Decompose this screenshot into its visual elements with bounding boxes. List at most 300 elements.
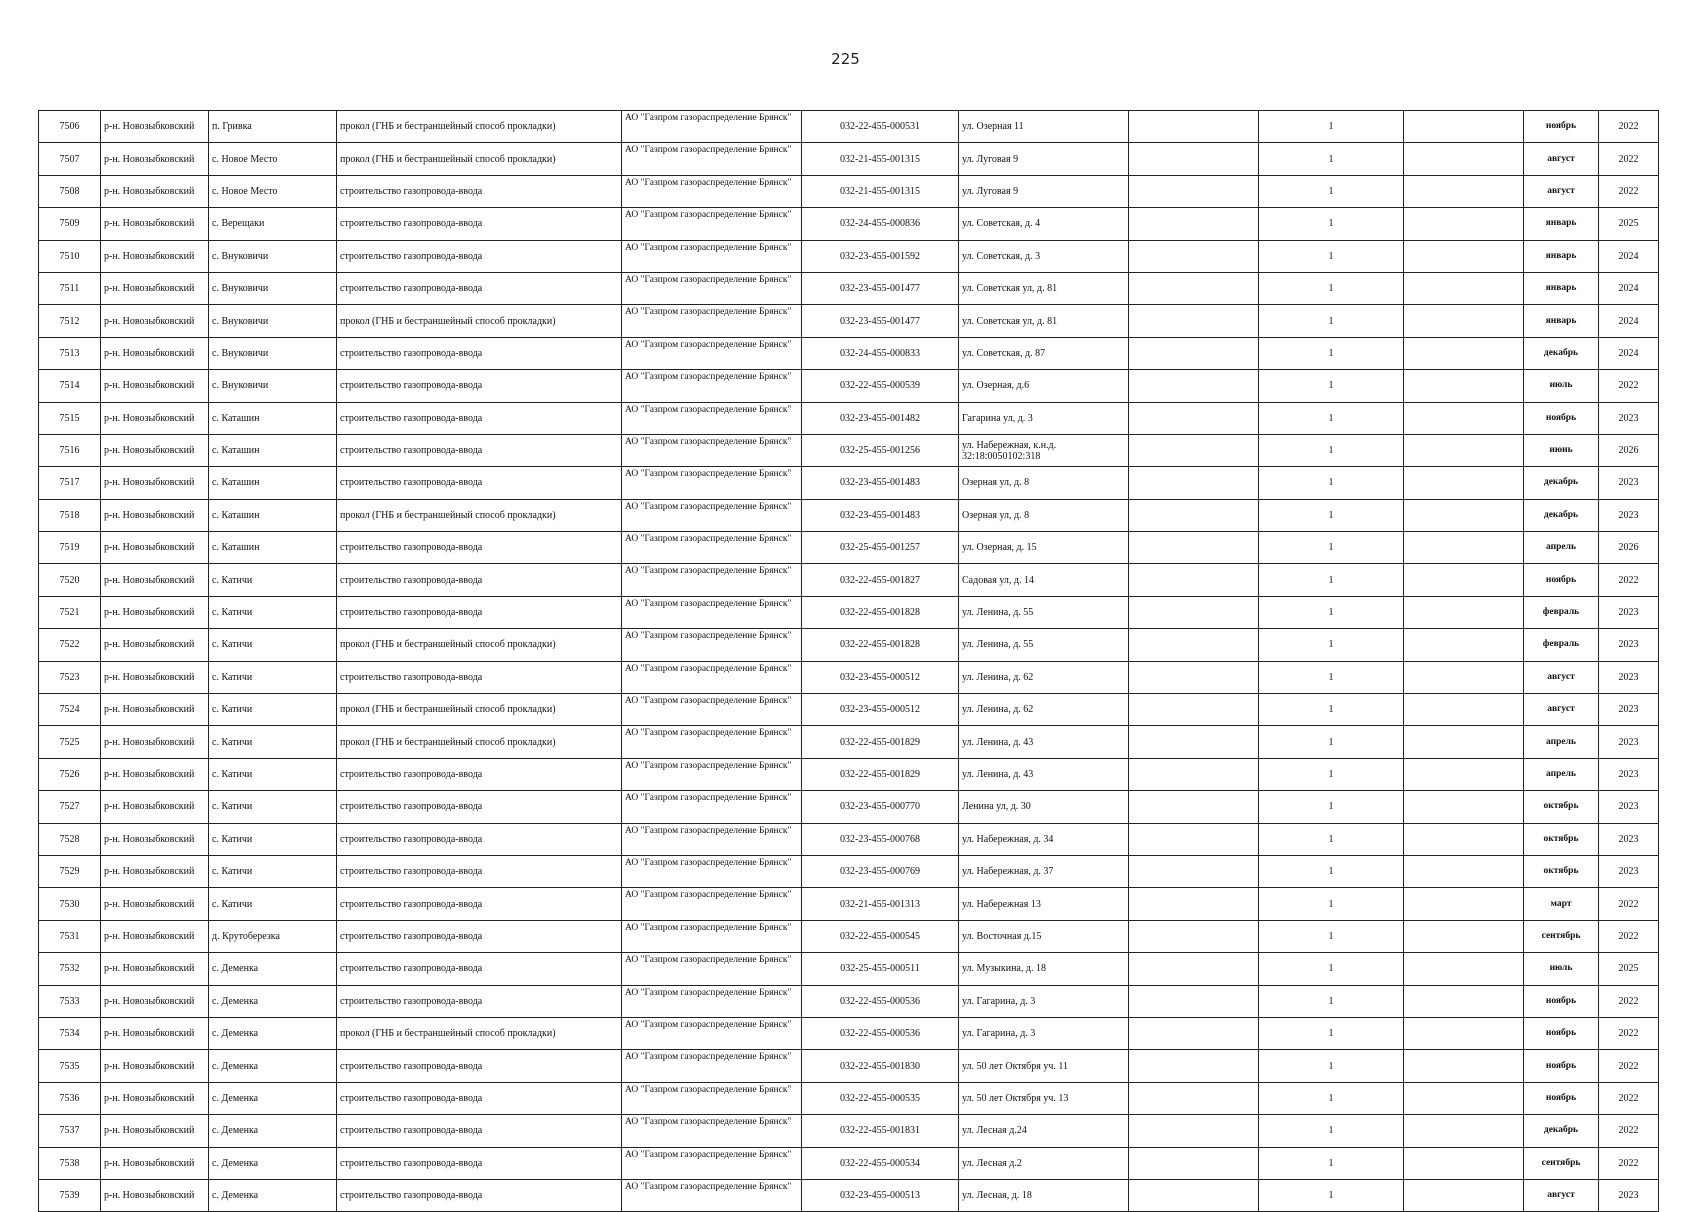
- empty-cell: [1404, 758, 1524, 790]
- organization-cell: АО "Газпром газораспределение Брянск": [622, 337, 802, 369]
- row-number: 7509: [39, 208, 101, 240]
- table-row: [39, 888, 1659, 920]
- empty-cell: [1129, 208, 1259, 240]
- quantity-cell: 1: [1259, 208, 1404, 240]
- settlement-cell: с. Внуковичи: [209, 272, 337, 304]
- table-row: [39, 726, 1659, 758]
- year-cell: 2022: [1599, 564, 1659, 596]
- table-row: [39, 240, 1659, 272]
- quantity-cell: 1: [1259, 272, 1404, 304]
- empty-cell: [1129, 985, 1259, 1017]
- organization-cell: АО "Газпром газораспределение Брянск": [622, 532, 802, 564]
- empty-cell: [1404, 434, 1524, 466]
- empty-cell: [1404, 661, 1524, 693]
- month-cell: декабрь: [1524, 467, 1599, 499]
- row-number: 7539: [39, 1179, 101, 1211]
- empty-cell: [1404, 499, 1524, 531]
- quantity-cell: 1: [1259, 726, 1404, 758]
- row-number: 7511: [39, 272, 101, 304]
- empty-cell: [1404, 888, 1524, 920]
- year-cell: 2022: [1599, 370, 1659, 402]
- work-type-cell: строительство газопровода-ввода: [337, 758, 622, 790]
- empty-cell: [1129, 1082, 1259, 1114]
- table-row: [39, 1082, 1659, 1114]
- empty-cell: [1404, 694, 1524, 726]
- year-cell: 2023: [1599, 661, 1659, 693]
- settlement-cell: с. Каташин: [209, 532, 337, 564]
- organization-cell: АО "Газпром газораспределение Брянск": [622, 985, 802, 1017]
- quantity-cell: 1: [1259, 596, 1404, 628]
- organization-cell: АО "Газпром газораспределение Брянск": [622, 305, 802, 337]
- empty-cell: [1404, 143, 1524, 175]
- empty-cell: [1129, 1147, 1259, 1179]
- address-cell: ул. 50 лет Октября уч. 11: [959, 1050, 1129, 1082]
- quantity-cell: 1: [1259, 791, 1404, 823]
- district-cell: р-н. Новозыбковский: [101, 1179, 209, 1211]
- address-cell: ул. Озерная, д.6: [959, 370, 1129, 402]
- empty-cell: [1129, 823, 1259, 855]
- quantity-cell: 1: [1259, 434, 1404, 466]
- application-code-cell: 032-21-455-001313: [802, 888, 959, 920]
- application-code-cell: 032-23-455-000513: [802, 1179, 959, 1211]
- table-row: [39, 953, 1659, 985]
- work-type-cell: строительство газопровода-ввода: [337, 370, 622, 402]
- application-code-cell: 032-23-455-000768: [802, 823, 959, 855]
- quantity-cell: 1: [1259, 1147, 1404, 1179]
- empty-cell: [1129, 175, 1259, 207]
- quantity-cell: 1: [1259, 499, 1404, 531]
- year-cell: 2022: [1599, 888, 1659, 920]
- row-number: 7513: [39, 337, 101, 369]
- empty-cell: [1404, 402, 1524, 434]
- month-cell: октябрь: [1524, 823, 1599, 855]
- row-number: 7512: [39, 305, 101, 337]
- year-cell: 2026: [1599, 532, 1659, 564]
- organization-cell: АО "Газпром газораспределение Брянск": [622, 240, 802, 272]
- application-code-cell: 032-23-455-001483: [802, 467, 959, 499]
- empty-cell: [1404, 1179, 1524, 1211]
- work-type-cell: строительство газопровода-ввода: [337, 791, 622, 823]
- application-code-cell: 032-23-455-001477: [802, 305, 959, 337]
- month-cell: октябрь: [1524, 855, 1599, 887]
- application-code-cell: 032-22-455-001831: [802, 1115, 959, 1147]
- table-row: [39, 564, 1659, 596]
- settlement-cell: п. Гривка: [209, 111, 337, 143]
- row-number: 7517: [39, 467, 101, 499]
- year-cell: 2023: [1599, 726, 1659, 758]
- table-row: [39, 823, 1659, 855]
- year-cell: 2022: [1599, 175, 1659, 207]
- work-type-cell: строительство газопровода-ввода: [337, 337, 622, 369]
- month-cell: сентябрь: [1524, 1147, 1599, 1179]
- application-code-cell: 032-23-455-000512: [802, 661, 959, 693]
- district-cell: р-н. Новозыбковский: [101, 111, 209, 143]
- district-cell: р-н. Новозыбковский: [101, 953, 209, 985]
- address-cell: ул. Лесная, д. 18: [959, 1179, 1129, 1211]
- settlement-cell: с. Деменка: [209, 1115, 337, 1147]
- year-cell: 2022: [1599, 111, 1659, 143]
- organization-cell: АО "Газпром газораспределение Брянск": [622, 272, 802, 304]
- district-cell: р-н. Новозыбковский: [101, 272, 209, 304]
- address-cell: Озерная ул, д. 8: [959, 467, 1129, 499]
- table-row: [39, 1147, 1659, 1179]
- row-number: 7530: [39, 888, 101, 920]
- work-type-cell: прокол (ГНБ и бестраншейный способ прокладки): [337, 305, 622, 337]
- application-code-cell: 032-25-455-001257: [802, 532, 959, 564]
- table-row: [39, 791, 1659, 823]
- empty-cell: [1129, 855, 1259, 887]
- empty-cell: [1129, 434, 1259, 466]
- year-cell: 2022: [1599, 143, 1659, 175]
- application-code-cell: 032-25-455-000511: [802, 953, 959, 985]
- empty-cell: [1404, 305, 1524, 337]
- work-type-cell: строительство газопровода-ввода: [337, 823, 622, 855]
- district-cell: р-н. Новозыбковский: [101, 337, 209, 369]
- district-cell: р-н. Новозыбковский: [101, 888, 209, 920]
- application-code-cell: 032-22-455-000535: [802, 1082, 959, 1114]
- organization-cell: АО "Газпром газораспределение Брянск": [622, 888, 802, 920]
- row-number: 7536: [39, 1082, 101, 1114]
- work-type-cell: строительство газопровода-ввода: [337, 272, 622, 304]
- quantity-cell: 1: [1259, 175, 1404, 207]
- empty-cell: [1404, 629, 1524, 661]
- quantity-cell: 1: [1259, 1082, 1404, 1114]
- organization-cell: АО "Газпром газораспределение Брянск": [622, 175, 802, 207]
- address-cell: Садовая ул, д. 14: [959, 564, 1129, 596]
- application-code-cell: 032-21-455-001315: [802, 175, 959, 207]
- empty-cell: [1404, 1050, 1524, 1082]
- settlement-cell: с. Катичи: [209, 791, 337, 823]
- empty-cell: [1129, 791, 1259, 823]
- empty-cell: [1129, 564, 1259, 596]
- organization-cell: АО "Газпром газораспределение Брянск": [622, 1115, 802, 1147]
- empty-cell: [1129, 305, 1259, 337]
- organization-cell: АО "Газпром газораспределение Брянск": [622, 1147, 802, 1179]
- year-cell: 2022: [1599, 1017, 1659, 1049]
- year-cell: 2024: [1599, 240, 1659, 272]
- empty-cell: [1129, 888, 1259, 920]
- year-cell: 2023: [1599, 758, 1659, 790]
- month-cell: август: [1524, 661, 1599, 693]
- district-cell: р-н. Новозыбковский: [101, 532, 209, 564]
- application-code-cell: 032-22-455-001830: [802, 1050, 959, 1082]
- month-cell: июль: [1524, 370, 1599, 402]
- work-type-cell: прокол (ГНБ и бестраншейный способ прокладки): [337, 694, 622, 726]
- row-number: 7537: [39, 1115, 101, 1147]
- settlement-cell: с. Новое Место: [209, 143, 337, 175]
- empty-cell: [1404, 1017, 1524, 1049]
- organization-cell: АО "Газпром газораспределение Брянск": [622, 564, 802, 596]
- empty-cell: [1129, 337, 1259, 369]
- organization-cell: АО "Газпром газораспределение Брянск": [622, 208, 802, 240]
- settlement-cell: с. Катичи: [209, 758, 337, 790]
- month-cell: август: [1524, 143, 1599, 175]
- empty-cell: [1129, 1050, 1259, 1082]
- organization-cell: АО "Газпром газораспределение Брянск": [622, 629, 802, 661]
- empty-cell: [1129, 402, 1259, 434]
- district-cell: р-н. Новозыбковский: [101, 305, 209, 337]
- settlement-cell: с. Верещаки: [209, 208, 337, 240]
- quantity-cell: 1: [1259, 855, 1404, 887]
- work-type-cell: прокол (ГНБ и бестраншейный способ прокладки): [337, 629, 622, 661]
- application-code-cell: 032-22-455-001827: [802, 564, 959, 596]
- settlement-cell: с. Катичи: [209, 564, 337, 596]
- row-number: 7514: [39, 370, 101, 402]
- address-cell: ул. Набережная, к.н.д. 32:18:0050102:318: [959, 434, 1129, 466]
- organization-cell: АО "Газпром газораспределение Брянск": [622, 920, 802, 952]
- month-cell: август: [1524, 694, 1599, 726]
- year-cell: 2022: [1599, 985, 1659, 1017]
- application-code-cell: 032-23-455-001592: [802, 240, 959, 272]
- district-cell: р-н. Новозыбковский: [101, 434, 209, 466]
- empty-cell: [1404, 985, 1524, 1017]
- quantity-cell: 1: [1259, 111, 1404, 143]
- row-number: 7507: [39, 143, 101, 175]
- year-cell: 2023: [1599, 823, 1659, 855]
- register-table: [38, 110, 1659, 1212]
- organization-cell: АО "Газпром газораспределение Брянск": [622, 661, 802, 693]
- row-number: 7525: [39, 726, 101, 758]
- month-cell: ноябрь: [1524, 402, 1599, 434]
- work-type-cell: строительство газопровода-ввода: [337, 596, 622, 628]
- work-type-cell: строительство газопровода-ввода: [337, 888, 622, 920]
- district-cell: р-н. Новозыбковский: [101, 694, 209, 726]
- application-code-cell: 032-22-455-000545: [802, 920, 959, 952]
- district-cell: р-н. Новозыбковский: [101, 629, 209, 661]
- organization-cell: АО "Газпром газораспределение Брянск": [622, 467, 802, 499]
- settlement-cell: с. Внуковичи: [209, 337, 337, 369]
- quantity-cell: 1: [1259, 564, 1404, 596]
- year-cell: 2022: [1599, 1050, 1659, 1082]
- work-type-cell: строительство газопровода-ввода: [337, 1115, 622, 1147]
- work-type-cell: прокол (ГНБ и бестраншейный способ прокладки): [337, 499, 622, 531]
- application-code-cell: 032-22-455-001828: [802, 629, 959, 661]
- month-cell: ноябрь: [1524, 111, 1599, 143]
- empty-cell: [1129, 532, 1259, 564]
- organization-cell: АО "Газпром газораспределение Брянск": [622, 758, 802, 790]
- year-cell: 2023: [1599, 629, 1659, 661]
- district-cell: р-н. Новозыбковский: [101, 985, 209, 1017]
- work-type-cell: прокол (ГНБ и бестраншейный способ прокладки): [337, 143, 622, 175]
- quantity-cell: 1: [1259, 337, 1404, 369]
- year-cell: 2024: [1599, 337, 1659, 369]
- quantity-cell: 1: [1259, 1017, 1404, 1049]
- row-number: 7518: [39, 499, 101, 531]
- table-row: [39, 694, 1659, 726]
- row-number: 7520: [39, 564, 101, 596]
- work-type-cell: прокол (ГНБ и бестраншейный способ прокладки): [337, 1017, 622, 1049]
- organization-cell: АО "Газпром газораспределение Брянск": [622, 1179, 802, 1211]
- empty-cell: [1404, 564, 1524, 596]
- empty-cell: [1404, 1082, 1524, 1114]
- settlement-cell: с. Катичи: [209, 888, 337, 920]
- row-number: 7527: [39, 791, 101, 823]
- empty-cell: [1129, 629, 1259, 661]
- quantity-cell: 1: [1259, 1179, 1404, 1211]
- empty-cell: [1129, 111, 1259, 143]
- quantity-cell: 1: [1259, 240, 1404, 272]
- empty-cell: [1129, 1017, 1259, 1049]
- quantity-cell: 1: [1259, 888, 1404, 920]
- settlement-cell: с. Деменка: [209, 1082, 337, 1114]
- empty-cell: [1129, 1179, 1259, 1211]
- work-type-cell: строительство газопровода-ввода: [337, 661, 622, 693]
- organization-cell: АО "Газпром газораспределение Брянск": [622, 143, 802, 175]
- work-type-cell: прокол (ГНБ и бестраншейный способ прокладки): [337, 111, 622, 143]
- address-cell: ул. Ленина, д. 62: [959, 661, 1129, 693]
- application-code-cell: 032-24-455-000836: [802, 208, 959, 240]
- settlement-cell: с. Каташин: [209, 434, 337, 466]
- settlement-cell: с. Деменка: [209, 1179, 337, 1211]
- settlement-cell: с. Катичи: [209, 596, 337, 628]
- application-code-cell: 032-23-455-001477: [802, 272, 959, 304]
- application-code-cell: 032-24-455-000833: [802, 337, 959, 369]
- district-cell: р-н. Новозыбковский: [101, 402, 209, 434]
- empty-cell: [1404, 1147, 1524, 1179]
- address-cell: ул. Ленина, д. 43: [959, 758, 1129, 790]
- district-cell: р-н. Новозыбковский: [101, 1050, 209, 1082]
- settlement-cell: д. Крутоберезка: [209, 920, 337, 952]
- table-row: [39, 596, 1659, 628]
- empty-cell: [1404, 726, 1524, 758]
- address-cell: ул. Восточная д.15: [959, 920, 1129, 952]
- application-code-cell: 032-25-455-001256: [802, 434, 959, 466]
- table-row: [39, 272, 1659, 304]
- year-cell: 2022: [1599, 1147, 1659, 1179]
- table-row: [39, 855, 1659, 887]
- empty-cell: [1404, 370, 1524, 402]
- month-cell: декабрь: [1524, 1115, 1599, 1147]
- work-type-cell: строительство газопровода-ввода: [337, 855, 622, 887]
- month-cell: апрель: [1524, 758, 1599, 790]
- settlement-cell: с. Катичи: [209, 855, 337, 887]
- work-type-cell: строительство газопровода-ввода: [337, 175, 622, 207]
- row-number: 7524: [39, 694, 101, 726]
- year-cell: 2023: [1599, 694, 1659, 726]
- organization-cell: АО "Газпром газораспределение Брянск": [622, 402, 802, 434]
- table-row: [39, 305, 1659, 337]
- address-cell: ул. Набережная 13: [959, 888, 1129, 920]
- district-cell: р-н. Новозыбковский: [101, 1115, 209, 1147]
- address-cell: ул. Советская ул, д. 81: [959, 305, 1129, 337]
- month-cell: август: [1524, 1179, 1599, 1211]
- quantity-cell: 1: [1259, 1115, 1404, 1147]
- address-cell: Озерная ул, д. 8: [959, 499, 1129, 531]
- application-code-cell: 032-21-455-001315: [802, 143, 959, 175]
- settlement-cell: с. Катичи: [209, 661, 337, 693]
- organization-cell: АО "Газпром газораспределение Брянск": [622, 855, 802, 887]
- application-code-cell: 032-23-455-000512: [802, 694, 959, 726]
- address-cell: ул. Озерная, д. 15: [959, 532, 1129, 564]
- work-type-cell: прокол (ГНБ и бестраншейный способ прокладки): [337, 726, 622, 758]
- row-number: 7534: [39, 1017, 101, 1049]
- empty-cell: [1404, 823, 1524, 855]
- work-type-cell: строительство газопровода-ввода: [337, 920, 622, 952]
- settlement-cell: с. Катичи: [209, 694, 337, 726]
- address-cell: ул. Советская ул, д. 81: [959, 272, 1129, 304]
- work-type-cell: строительство газопровода-ввода: [337, 985, 622, 1017]
- quantity-cell: 1: [1259, 467, 1404, 499]
- empty-cell: [1404, 791, 1524, 823]
- month-cell: январь: [1524, 240, 1599, 272]
- month-cell: март: [1524, 888, 1599, 920]
- year-cell: 2026: [1599, 434, 1659, 466]
- address-cell: ул. Советская, д. 87: [959, 337, 1129, 369]
- empty-cell: [1129, 758, 1259, 790]
- district-cell: р-н. Новозыбковский: [101, 240, 209, 272]
- row-number: 7529: [39, 855, 101, 887]
- organization-cell: АО "Газпром газораспределение Брянск": [622, 1017, 802, 1049]
- organization-cell: АО "Газпром газораспределение Брянск": [622, 694, 802, 726]
- table-row: [39, 111, 1659, 143]
- row-number: 7508: [39, 175, 101, 207]
- table-row: [39, 758, 1659, 790]
- month-cell: ноябрь: [1524, 1082, 1599, 1114]
- row-number: 7531: [39, 920, 101, 952]
- table-row: [39, 175, 1659, 207]
- empty-cell: [1404, 111, 1524, 143]
- row-number: 7533: [39, 985, 101, 1017]
- district-cell: р-н. Новозыбковский: [101, 499, 209, 531]
- address-cell: ул. Луговая 9: [959, 143, 1129, 175]
- organization-cell: АО "Газпром газораспределение Брянск": [622, 596, 802, 628]
- year-cell: 2024: [1599, 305, 1659, 337]
- empty-cell: [1404, 953, 1524, 985]
- application-code-cell: 032-22-455-000536: [802, 1017, 959, 1049]
- table-row: [39, 1050, 1659, 1082]
- table-row: [39, 434, 1659, 466]
- month-cell: сентябрь: [1524, 920, 1599, 952]
- empty-cell: [1404, 208, 1524, 240]
- month-cell: декабрь: [1524, 337, 1599, 369]
- organization-cell: АО "Газпром газораспределение Брянск": [622, 499, 802, 531]
- work-type-cell: строительство газопровода-ввода: [337, 1147, 622, 1179]
- quantity-cell: 1: [1259, 758, 1404, 790]
- work-type-cell: строительство газопровода-ввода: [337, 402, 622, 434]
- address-cell: ул. Советская, д. 4: [959, 208, 1129, 240]
- empty-cell: [1129, 143, 1259, 175]
- work-type-cell: строительство газопровода-ввода: [337, 434, 622, 466]
- district-cell: р-н. Новозыбковский: [101, 175, 209, 207]
- application-code-cell: 032-23-455-000770: [802, 791, 959, 823]
- organization-cell: АО "Газпром газораспределение Брянск": [622, 370, 802, 402]
- month-cell: январь: [1524, 305, 1599, 337]
- quantity-cell: 1: [1259, 953, 1404, 985]
- table-row: [39, 402, 1659, 434]
- work-type-cell: строительство газопровода-ввода: [337, 467, 622, 499]
- settlement-cell: с. Каташин: [209, 402, 337, 434]
- organization-cell: АО "Газпром газораспределение Брянск": [622, 1082, 802, 1114]
- row-number: 7528: [39, 823, 101, 855]
- year-cell: 2022: [1599, 1082, 1659, 1114]
- district-cell: р-н. Новозыбковский: [101, 823, 209, 855]
- quantity-cell: 1: [1259, 305, 1404, 337]
- quantity-cell: 1: [1259, 1050, 1404, 1082]
- month-cell: июнь: [1524, 434, 1599, 466]
- empty-cell: [1404, 920, 1524, 952]
- empty-cell: [1129, 694, 1259, 726]
- quantity-cell: 1: [1259, 532, 1404, 564]
- empty-cell: [1129, 920, 1259, 952]
- month-cell: октябрь: [1524, 791, 1599, 823]
- empty-cell: [1129, 726, 1259, 758]
- address-cell: ул. Советская, д. 3: [959, 240, 1129, 272]
- table-row: [39, 370, 1659, 402]
- table-row: [39, 208, 1659, 240]
- row-number: 7506: [39, 111, 101, 143]
- address-cell: Ленина ул, д. 30: [959, 791, 1129, 823]
- district-cell: р-н. Новозыбковский: [101, 1017, 209, 1049]
